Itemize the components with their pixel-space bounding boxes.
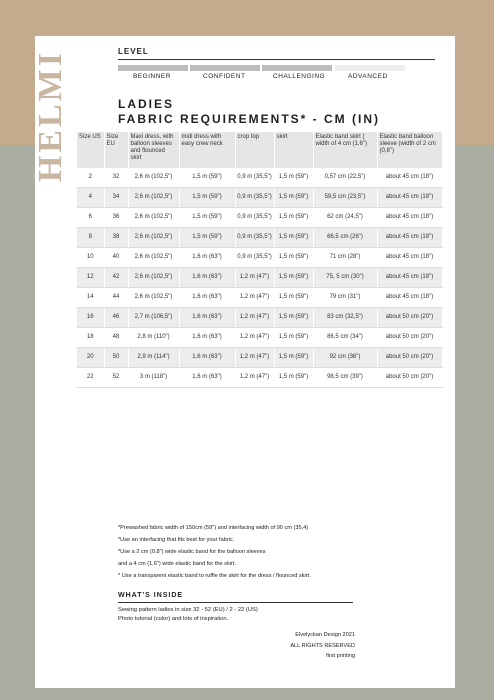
- table-row: [77, 288, 442, 308]
- table-cell: 1,5 m (59"): [274, 248, 313, 268]
- table-cell: 1,5 m (59"): [274, 288, 313, 308]
- table-row: [77, 248, 442, 268]
- table-cell: 2,9 m (114"): [128, 348, 179, 368]
- credits: [255, 630, 355, 662]
- table-cell: 83 cm (32,5"): [313, 308, 377, 328]
- table-cell: 46: [104, 308, 128, 328]
- table-cell: 14: [77, 288, 104, 308]
- table-cell: 1,5 m (59"): [274, 328, 313, 348]
- table-cell: 1,5 m (59"): [179, 228, 235, 248]
- table-cell: 0,9 m (35,5"): [235, 248, 274, 268]
- table-cell: 1,6 m (63"): [179, 288, 235, 308]
- table-cell: 3 m (118"): [128, 368, 179, 388]
- table-cell: 0,57 cm (22,5"): [313, 168, 377, 188]
- table-cell: about 45 cm (18"): [377, 288, 442, 308]
- level-bar-advanced: [335, 65, 405, 71]
- table-row: [77, 188, 442, 208]
- table-cell: 20: [77, 348, 104, 368]
- table-cell: 1,6 m (63"): [179, 368, 235, 388]
- table-cell: 2,6 m (102,5"): [128, 208, 179, 228]
- table-cell: 1,5 m (59"): [274, 228, 313, 248]
- table-cell: 75, 5 cm (30"): [313, 268, 377, 288]
- table-cell: 1,5 m (59"): [274, 348, 313, 368]
- table-cell: 1,5 m (59"): [274, 188, 313, 208]
- table-cell: 1,2 m (47"): [235, 308, 274, 328]
- footnote-line: *Use an interfacing that fits best for your fabric.: [118, 536, 235, 543]
- table-cell: 38: [104, 228, 128, 248]
- footnotes: [118, 524, 311, 583]
- table-cell: about 45 cm (18"): [377, 168, 442, 188]
- table-cell: 32: [104, 168, 128, 188]
- table-cell: 0,9 m (35,5"): [235, 188, 274, 208]
- table-cell: 2,6 m (102,5"): [128, 188, 179, 208]
- table-row: [77, 348, 442, 368]
- table-cell: about 45 cm (18"): [377, 208, 442, 228]
- table-cell: 44: [104, 288, 128, 308]
- table-cell: 8: [77, 228, 104, 248]
- table-cell: 1,2 m (47"): [235, 348, 274, 368]
- table-cell: 48: [104, 328, 128, 348]
- table-cell: 1,6 m (63"): [179, 248, 235, 268]
- table-cell: 98,5 cm (39"): [313, 368, 377, 388]
- level-label-advanced: ADVANCED: [348, 73, 388, 80]
- credits-rights: ALL RIGHTS RESERVED: [290, 642, 355, 649]
- table-header-cell: Elastic band skirt ( width of 4 cm (1,6"): [313, 132, 377, 168]
- level-bar-confident: [190, 65, 260, 71]
- fabric-requirements-table: [77, 132, 443, 388]
- table-cell: 36: [104, 208, 128, 228]
- table-cell: 2,7 m (106,5"): [128, 308, 179, 328]
- table-cell: about 50 cm (20"): [377, 348, 442, 368]
- table-cell: about 50 cm (20"): [377, 328, 442, 348]
- table-cell: about 45 cm (18"): [377, 228, 442, 248]
- table-row: [77, 268, 442, 288]
- table-cell: 22: [77, 368, 104, 388]
- table-cell: 2,6 m (102,5"): [128, 288, 179, 308]
- table-cell: 2,6 m (102,5"): [128, 248, 179, 268]
- table-cell: 2,8 m (110"): [128, 328, 179, 348]
- table-row: [77, 208, 442, 228]
- table-cell: 2,6 m (102,5"): [128, 168, 179, 188]
- credits-designer: Elvelyckan Design 2021: [295, 632, 355, 638]
- table-cell: about 45 cm (18"): [377, 268, 442, 288]
- table-cell: 2,6 m (102,5"): [128, 268, 179, 288]
- table-row: [77, 168, 442, 188]
- table-header-cell: crop top: [235, 132, 274, 168]
- table-cell: 1,5 m (59"): [179, 168, 235, 188]
- table-header-cell: skirt: [274, 132, 313, 168]
- table-cell: 40: [104, 248, 128, 268]
- brand-vertical-title: HELMI: [32, 50, 69, 183]
- table-cell: 0,9 m (35,5"): [235, 208, 274, 228]
- footnote-line: *Use a 2 cm (0,8") wide elastic band for the balloon sleeves: [118, 548, 266, 555]
- table-cell: 1,2 m (47"): [235, 268, 274, 288]
- level-divider: [118, 59, 435, 60]
- level-bar-challenging: [262, 65, 332, 71]
- whats-inside-heading: WHAT'S INSIDE: [118, 592, 184, 599]
- table-header-cell: Maxi dress, with balloon sleeves and flounced skirt: [128, 132, 179, 168]
- table-cell: 2,6 m (102,5"): [128, 228, 179, 248]
- heading-ladies: LADIES: [118, 97, 175, 111]
- table-cell: 1,6 m (63"): [179, 348, 235, 368]
- table-cell: 6: [77, 208, 104, 228]
- level-label-beginner: BEGINNER: [133, 73, 171, 80]
- whats-inside-text: [118, 606, 258, 624]
- table-cell: 52: [104, 368, 128, 388]
- table-cell: 10: [77, 248, 104, 268]
- table-cell: 1,5 m (59"): [179, 208, 235, 228]
- table-cell: 1,5 m (59"): [179, 188, 235, 208]
- level-label-challenging: CHALLENGING: [273, 73, 326, 80]
- pattern-back-cover: [32, 36, 455, 688]
- table-cell: 86,5 cm (34"): [313, 328, 377, 348]
- table-cell: 0,9 m (35,5"): [235, 228, 274, 248]
- table-cell: about 45 cm (18"): [377, 188, 442, 208]
- table-cell: 42: [104, 268, 128, 288]
- credits-printing: first printing: [326, 653, 355, 659]
- table-header-cell: Elastic band balloon sleeve (width of 2 cm (0,8"): [377, 132, 442, 168]
- table-header-row: [77, 132, 442, 168]
- table-cell: 1,5 m (59"): [274, 208, 313, 228]
- table-row: [77, 368, 442, 388]
- table-cell: 12: [77, 268, 104, 288]
- table-header-cell: Size US: [77, 132, 104, 168]
- table-body: [77, 168, 442, 388]
- table-row: [77, 308, 442, 328]
- footnote-line: * Use a transparent elastic band to ruffle the skirt for the dress / flounced skirt.: [118, 572, 311, 579]
- whats-inside-line-2: Photo tutorial (color) and lots of inspiration.: [118, 616, 229, 622]
- table-cell: 0,9 m (35,5"): [235, 168, 274, 188]
- table-cell: 62 cm (24,5"): [313, 208, 377, 228]
- table-cell: 16: [77, 308, 104, 328]
- table-cell: 79 cm (31"): [313, 288, 377, 308]
- table-cell: 1,5 m (59"): [274, 168, 313, 188]
- table-cell: 59,5 cm (23,5"): [313, 188, 377, 208]
- table-cell: 4: [77, 188, 104, 208]
- table-header-cell: Size EU: [104, 132, 128, 168]
- table-cell: 1,2 m (47"): [235, 368, 274, 388]
- table-cell: 71 cm (28"): [313, 248, 377, 268]
- heading-fabric-requirements: FABRIC REQUIREMENTS* - CM (IN): [118, 112, 380, 126]
- table-cell: 92 cm (36"): [313, 348, 377, 368]
- table-cell: 1,6 m (63"): [179, 308, 235, 328]
- table-header-cell: midi dress with easy crew neck: [179, 132, 235, 168]
- table-cell: 66,5 cm (26"): [313, 228, 377, 248]
- whats-inside-divider: [118, 602, 353, 603]
- table-cell: 1,6 m (63"): [179, 328, 235, 348]
- level-bar-beginner: [118, 65, 188, 71]
- table-cell: about 50 cm (20"): [377, 368, 442, 388]
- table-cell: 1,6 m (63"): [179, 268, 235, 288]
- table-cell: 50: [104, 348, 128, 368]
- table-row: [77, 228, 442, 248]
- table-cell: 1,2 m (47"): [235, 328, 274, 348]
- footnote-line: and a 4 cm (1,6") wide elastic band for the skirt.: [118, 560, 236, 567]
- whats-inside-line-1: Sewing pattern ladies in size 32 - 52 (EU) / 2 - 22 (US): [118, 607, 258, 613]
- table-cell: about 45 cm (18"): [377, 248, 442, 268]
- table-cell: 1,5 m (59"): [274, 268, 313, 288]
- table-cell: 34: [104, 188, 128, 208]
- table-cell: 1,5 m (59"): [274, 368, 313, 388]
- footnote-line: *Prewashed fabric width of 150cm (59") and interfacing width of 90 cm (35,4): [118, 525, 309, 531]
- level-label-confident: CONFIDENT: [203, 73, 246, 80]
- table-row: [77, 328, 442, 348]
- table-cell: 2: [77, 168, 104, 188]
- table-cell: about 50 cm (20"): [377, 308, 442, 328]
- table-cell: 18: [77, 328, 104, 348]
- table-cell: 1,5 m (59"): [274, 308, 313, 328]
- table-cell: 1,2 m (47"): [235, 288, 274, 308]
- level-heading: LEVEL: [118, 47, 149, 56]
